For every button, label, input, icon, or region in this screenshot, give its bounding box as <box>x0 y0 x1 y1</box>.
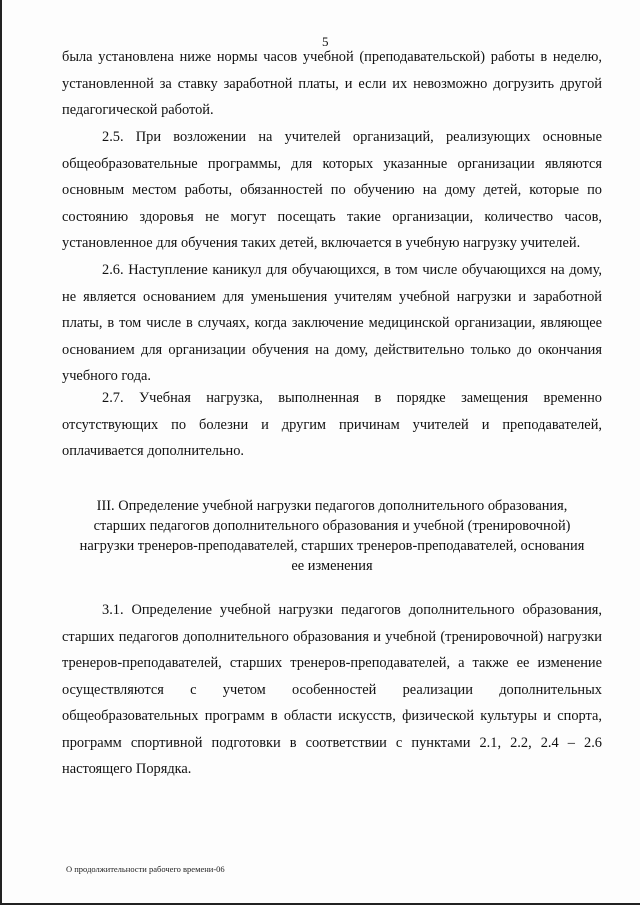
paragraph-2-6: 2.6. Наступление каникул для обучающихся, в том числе обучающихся на дому, не является основанием для уменьшения учителям учебной нагрузки и заработной платы, в том числе в случаях, когда заключение медицинской организации, являющее основанием для организации обучения на дому, действительно только до окончания учебного года. <box>62 262 602 384</box>
scan-edge-left <box>0 0 2 905</box>
paragraph-3-1: 3.1. Определение учебной нагрузки педагогов дополнительного образования, старших педагогов дополнительного образования и учебной (тренировочной) нагрузки тренеров-преподавателей, старших тренеров-преподавателей, а также ее изменение осуществляются с учетом особенностей реализации дополнительных общеобразовательных программ в области искусств, физической культуры и спорта, программ спортивной подготовки в соответствии с пунктами 2.1, 2.2, 2.4 – 2.6 настоящего Порядка. <box>62 602 602 777</box>
paragraph-continuation: была установлена ниже нормы часов учебной (преподавательской) работы в неделю, установленной за ставку заработной платы, и если их невозможно догрузить другой педагогической работой. <box>62 49 602 118</box>
paragraph-2-5: 2.5. При возложении на учителей организаций, реализующих основные общеобразовательные программы, для которых указанные организации являются основным местом работы, обязанностей по обучению на дому детей, которые по состоянию здоровья не могут посещать такие организации, количество часов, установленное для обучения таких детей, включается в учебную нагрузку учителей. <box>62 129 602 251</box>
footer-file-name: О продолжительности рабочего времени-06 <box>66 864 225 874</box>
page-number: 5 <box>322 34 329 49</box>
section-heading-iii: III. Определение учебной нагрузки педагогов дополнительного образования, старших педагогов дополнительного образования и учебной (тренировочной) нагрузки тренеров-преподавателей, старших тренеров-преподавателей, основания ее изменения <box>79 498 585 574</box>
paragraph-2-7: 2.7. Учебная нагрузка, выполненная в порядке замещения временно отсутствующих по болезни и другим причинам учителей и преподавателей, оплачивается дополнительно. <box>62 390 602 459</box>
